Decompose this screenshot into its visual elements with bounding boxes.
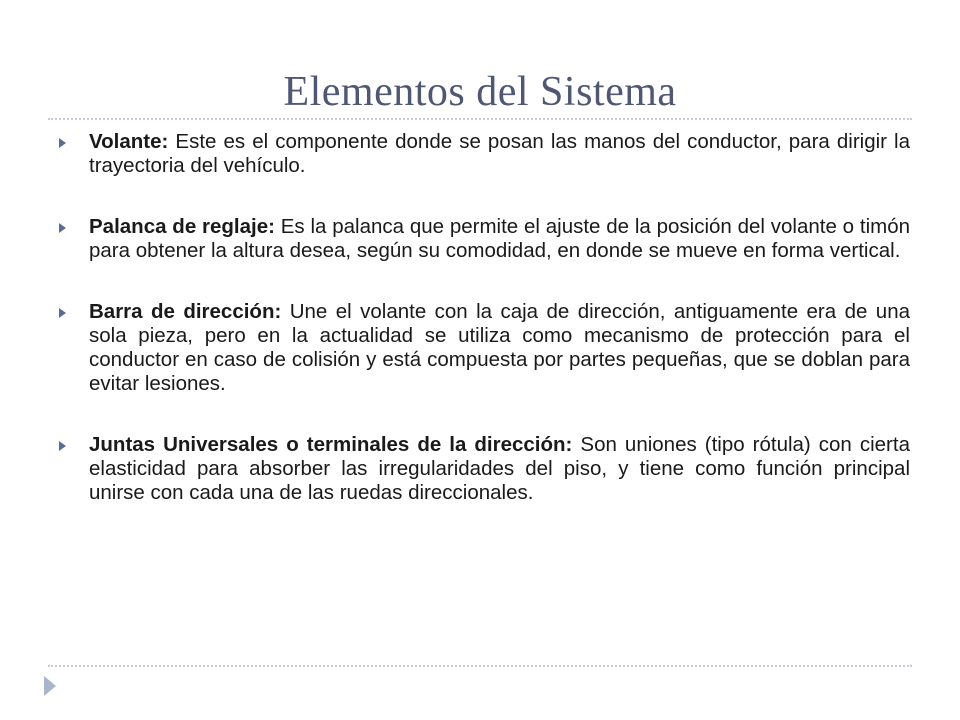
bullet-item-volante [58, 130, 910, 178]
bullet-term: Volante: [89, 130, 169, 153]
bullet-item-barra [58, 300, 910, 396]
bullet-item-juntas [58, 433, 910, 505]
bottom-divider [48, 665, 912, 667]
triangle-right-icon [59, 223, 66, 233]
slide-title: Elementos del Sistema [283, 69, 677, 115]
chevron-right-icon [44, 676, 56, 696]
bullet-text: Son uniones (tipo rótula) con cierta elasticidad para absorber las irregularidades del piso, y tiene como función principal unirse con cada una de las ruedas direccionales. [89, 433, 910, 504]
bullet-list [58, 130, 910, 542]
triangle-right-icon [59, 308, 66, 318]
top-divider [48, 118, 912, 120]
triangle-right-icon [59, 138, 66, 148]
bullet-term: Palanca de reglaje: [89, 215, 275, 238]
bullet-text: Une el volante con la caja de dirección, antiguamente era de una sola pieza, pero en la actualidad se utiliza como mecanismo de protección para el conductor en caso de colisión y está compuesta por partes pequeñas, que se doblan para evitar lesiones. [89, 300, 910, 395]
bullet-text: Es la palanca que permite el ajuste de la posición del volante o timón para obtener la altura desea, según su comodidad, en donde se mueve en forma vertical. [89, 215, 911, 262]
bullet-text: Este es el componente donde se posan las manos del conductor, para dirigir la trayectoria del vehículo. [89, 130, 910, 177]
triangle-right-icon [59, 441, 66, 451]
bullet-item-palanca [58, 215, 910, 263]
bullet-term: Barra de dirección: [89, 300, 282, 323]
bullet-term: Juntas Universales o terminales de la dirección: [89, 433, 573, 456]
